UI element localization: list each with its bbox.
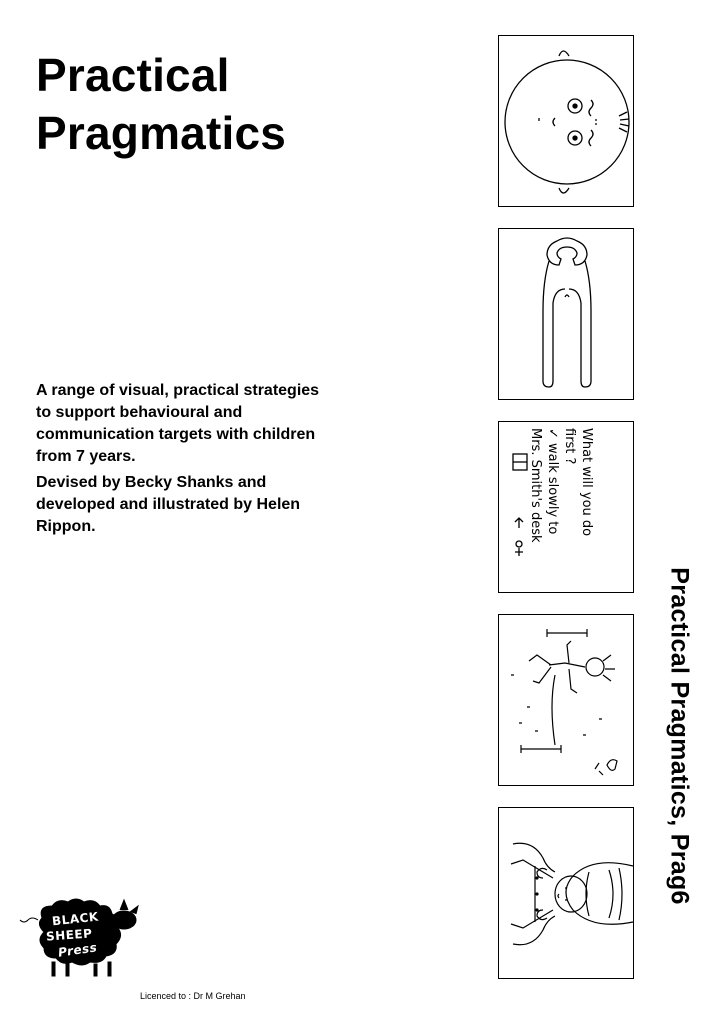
note-line-3: ✓ walk slowly to [545, 428, 560, 535]
spine-title: Practical Pragmatics, Prag6 [665, 567, 694, 905]
girl-thinking-illustration-panel [498, 807, 634, 979]
cover-title [36, 46, 376, 162]
girl-thinking-illustration [499, 808, 635, 980]
licence-text: Licenced to : Dr M Grehan [140, 991, 246, 1001]
child-walking-illustration [499, 615, 635, 787]
note-line-1: What will you do [579, 428, 594, 537]
description-text: A range of visual, practical strategies to support behavioural and communication targets with children from 7 years. [36, 382, 320, 465]
pliers-illustration [499, 229, 635, 401]
credits-text: Devised by Becky Shanks and developed and illustrated by Helen Rippon. [36, 474, 301, 535]
title-line-1: Practical [36, 49, 230, 101]
title-line-2: Pragmatics [36, 107, 287, 159]
child-walking-illustration-panel [498, 614, 634, 786]
logo-line-sheep: SHEEP [45, 926, 93, 944]
note-text [527, 428, 595, 588]
logo-line-black: BLACK [51, 909, 100, 929]
face-illustration [499, 36, 635, 208]
face-illustration-panel [498, 35, 634, 207]
black-sheep-press-logo [12, 890, 142, 980]
note-line-2: first ? [562, 428, 577, 465]
note-illustration-panel [498, 421, 634, 593]
pliers-illustration-panel [498, 228, 634, 400]
logo-text [12, 890, 142, 980]
note-line-4: Mrs. Smith's desk [528, 428, 543, 543]
logo-line-press: Press [57, 940, 99, 960]
description-block [36, 380, 336, 538]
